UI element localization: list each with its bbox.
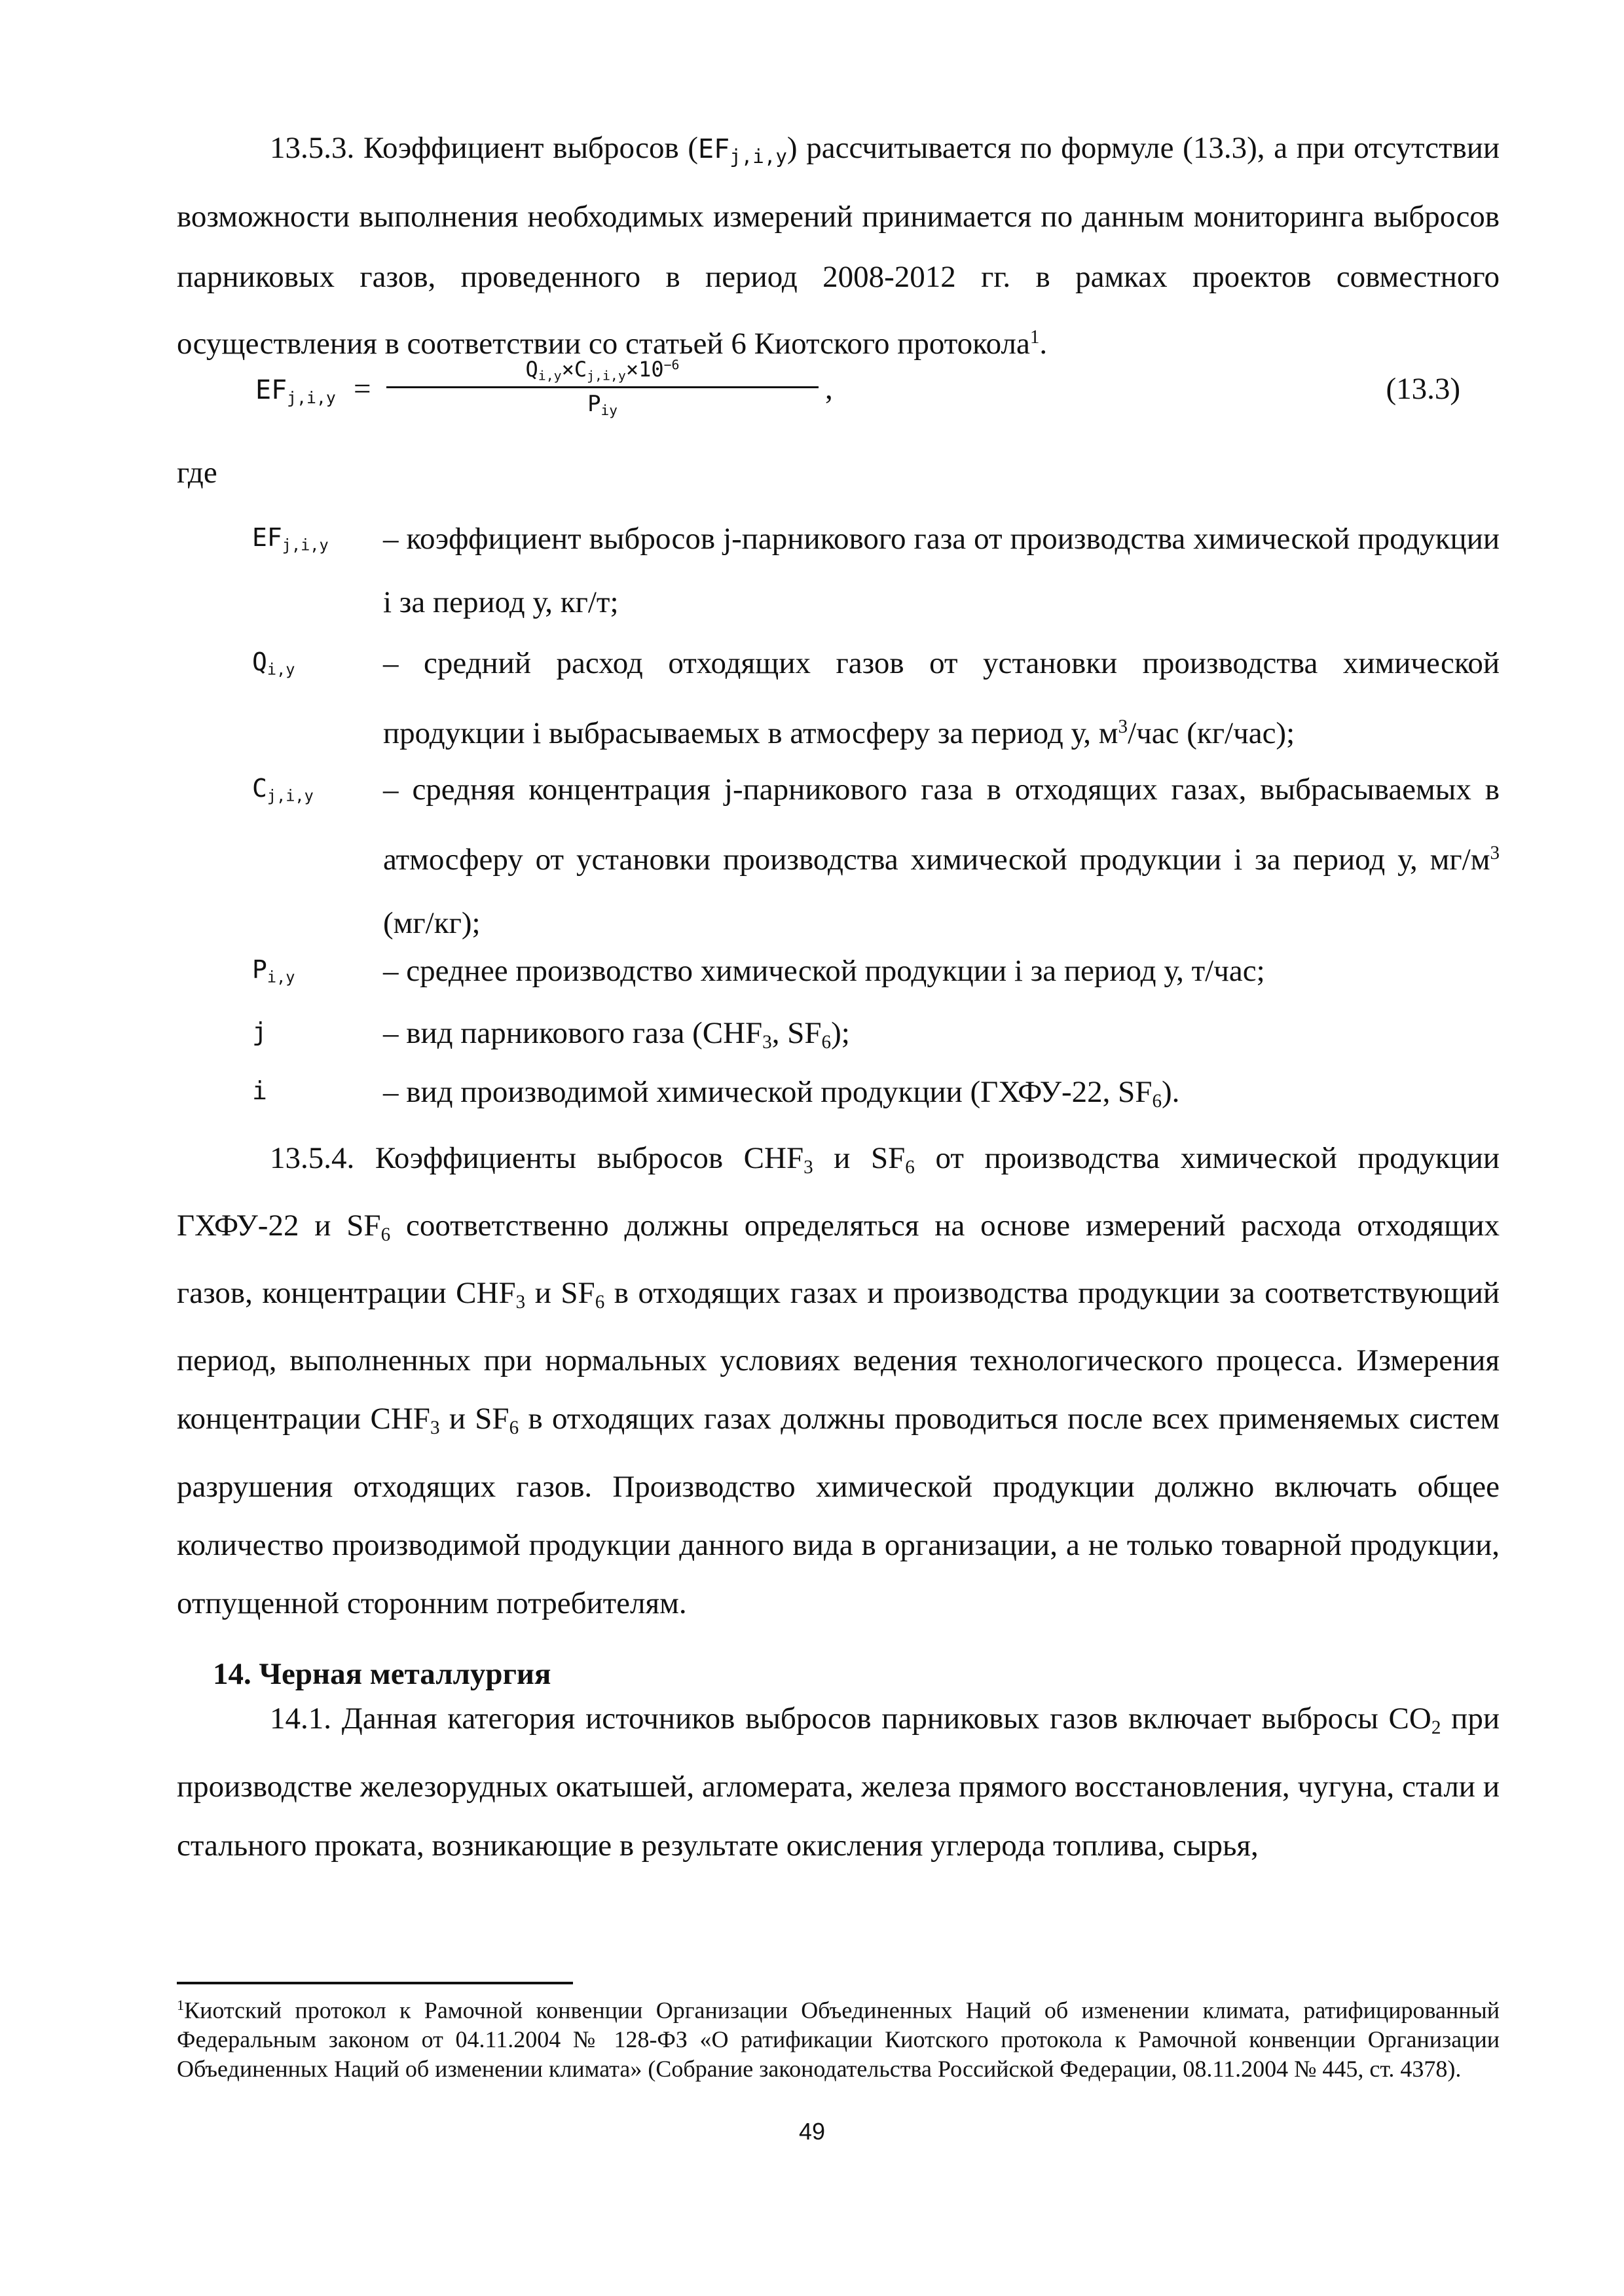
definition-text: – средняя концентрация j-парникового газа в отходящих газах, выбрасываемых в атмосферу от установки производства химической продукции i за период у, $мг/м^3$ (мг/кг); bbox=[383, 773, 1500, 941]
definition-symbol: i bbox=[252, 1076, 267, 1105]
where-label: где bbox=[177, 456, 217, 490]
formula-fraction bbox=[386, 357, 819, 418]
definition-text: – среднее производство химической продукции i за период у, т/час; bbox=[383, 954, 1265, 988]
definition-text: – средний расход отходящих газов от установки производства химической продукции i выбрасываемых в атмосферу за период у, $м^3$/час (кг/час); bbox=[383, 646, 1500, 751]
formula-denominator: $P_{iy}$ bbox=[587, 390, 618, 418]
definition-text: – вид производимой химической продукции (ГХФУ-22, $SF_6$). bbox=[383, 1075, 1180, 1112]
paragraph-14-1: 14.1. Данная категория источников выбросов парниковых газов включает выбросы $CO_2$ при производстве железорудных окатышей, агломерата, железа прямого восстановления, чугуна, стали и стального проката, возникающие в результате окисления углерода топлива, сырья, bbox=[177, 1702, 1500, 1863]
definition-symbol: $EF_{j,i,y}$ bbox=[252, 523, 329, 555]
definition-symbol: $C_{j,i,y}$ bbox=[252, 774, 314, 805]
definition-symbol: $P_{i,y}$ bbox=[252, 955, 295, 987]
footnote: $^1$Киотский протокол к Рамочной конвенции Организации Объединенных Наций об изменении климата, ратифицированный Федеральным законом от 04.11.2004 № 128-ФЗ «О ратификации Киотского протокола к Рамочной конвенции Организации Объединенных Наций об изменении климата» (Собрание законодательства Российской Федерации, 08.11.2004 № 445, ст. 4378). bbox=[177, 1997, 1500, 2083]
definition-symbol: $Q_{i,y}$ bbox=[252, 647, 295, 679]
formula-lhs: $EF_{j,i,y}$ bbox=[255, 375, 336, 407]
section-heading-14: 14. Черная металлургия bbox=[213, 1657, 551, 1691]
paragraph-13-5-4: 13.5.4. Коэффициенты выбросов $CHF_3$ и $SF_6$ от производства химической продукции ГХФУ-22 и $SF_6$ соответственно должны определяться на основе измерений расхода отходящих газов, концентрации $CHF_3$ и $SF_6$ в отходящих газах и производства продукции за соответствующий период, выполненных при нормальных условиях ведения технологического процесса. Измерения концентрации $CHF_3$ и $SF_6$ в отходящих газах должны проводиться после всех применяемых систем разрушения отходящих газов. Производство химической продукции должно включать общее количество производимой продукции данного вида в организации, а не только товарной продукции, отпущенной сторонним потребителям. bbox=[177, 1141, 1500, 1620]
definition-text: – вид парникового газа ($CHF_3$, $SF_6$); bbox=[383, 1016, 850, 1053]
footnote-divider bbox=[177, 1982, 573, 1984]
paragraph-13-5-3: 13.5.3. Коэффициент выбросов $(EF_{j,i,y})$ рассчитывается по формуле (13.3), а при отсутствии возможности выполнения необходимых измерений принимается по данным мониторинга выбросов парниковых газов, проведенного в период 2008-2012 гг. в рамках проектов совместного осуществления в соответствии со статьей 6 Киотского протокола$^1$. bbox=[177, 131, 1500, 361]
formula-equals: = bbox=[354, 372, 371, 406]
page-number: 49 bbox=[799, 2118, 826, 2145]
formula-number: (13.3) bbox=[1386, 372, 1460, 406]
formula-13-3: $EF_{j,i,y}$ = $Q_{i,y}\times C_{j,i,y}\times 10^{-6}$ $P_{iy}$ , (13.3) bbox=[255, 357, 1460, 418]
definition-symbol: j bbox=[252, 1017, 267, 1046]
footnote-ref: 1 bbox=[1029, 327, 1040, 348]
formula-numerator: $Q_{i,y}\times C_{j,i,y}\times 10^{-6}$ bbox=[386, 357, 819, 388]
definition-text: – коэффициент выбросов j-парникового газа от производства химической продукции i за период у, кг/т; bbox=[383, 522, 1500, 619]
